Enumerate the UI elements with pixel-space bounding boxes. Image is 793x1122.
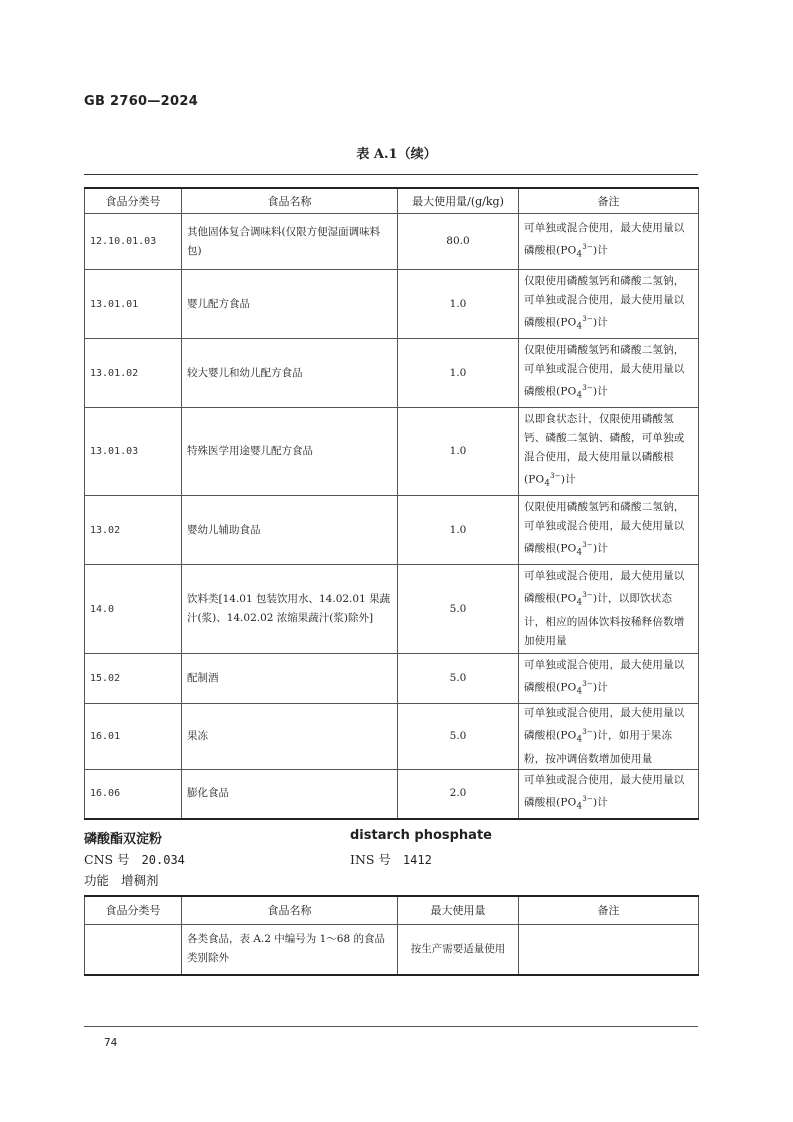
cns-label: CNS 号 [84, 852, 130, 867]
ins-value: 1412 [402, 853, 432, 867]
column-header-remarks: 备注 [519, 188, 699, 214]
footer-rule [84, 1026, 698, 1027]
max-usage: 1.0 [398, 496, 519, 565]
table-row [85, 270, 699, 339]
table-row [85, 770, 699, 819]
remarks: 仅限使用磷酸氢钙和磷酸二氢钠，可单独或混合使用，最大使用量以磷酸根$(PO_4^{3-})$计 [519, 496, 699, 565]
category-code: 13.01.03 [85, 408, 182, 496]
table-row [85, 496, 699, 565]
table-row [85, 704, 699, 770]
additive-usage-table-2 [84, 895, 699, 976]
standard-code: GB 2760—2024 [84, 94, 199, 109]
cns-value: 20.034 [141, 853, 185, 867]
food-name: 果冻 [182, 704, 398, 770]
food-name: 婴儿配方食品 [182, 270, 398, 339]
remarks: 可单独或混合使用，最大使用量以磷酸根$(PO_4^{3-})$计 [519, 654, 699, 704]
category-code: 13.02 [85, 496, 182, 565]
column-header-max-usage: 最大使用量/(g/kg) [398, 188, 519, 214]
remarks: 仅限使用磷酸氢钙和磷酸二氢钠，可单独或混合使用，最大使用量以磷酸根$(PO_4^{3-})$计 [519, 339, 699, 408]
category-code: 16.06 [85, 770, 182, 819]
category-code: 12.10.01.03 [85, 214, 182, 270]
max-usage: 按生产需要适量使用 [398, 925, 519, 975]
max-usage: 1.0 [398, 408, 519, 496]
function [84, 871, 159, 889]
table-row [85, 408, 699, 496]
food-name: 较大婴儿和幼儿配方食品 [182, 339, 398, 408]
category-code [85, 925, 182, 975]
table-header-row [85, 188, 699, 214]
table-header-row [85, 896, 699, 925]
function-value: 增稠剂 [121, 873, 159, 888]
food-name: 特殊医学用途婴儿配方食品 [182, 408, 398, 496]
column-header-remarks: 备注 [519, 896, 699, 925]
remarks: 仅限使用磷酸氢钙和磷酸二氢钠，可单独或混合使用，最大使用量以磷酸根$(PO_4^{3-})$计 [519, 270, 699, 339]
function-label: 功能 [84, 873, 110, 888]
additive-name-chinese: 磷酸酯双淀粉 [84, 832, 163, 847]
table-row [85, 214, 699, 270]
table-title: 表 A.1（续） [356, 147, 437, 162]
max-usage: 80.0 [398, 214, 519, 270]
max-usage: 5.0 [398, 654, 519, 704]
column-header-max-usage: 最大使用量 [398, 896, 519, 925]
column-header-category-code: 食品分类号 [85, 188, 182, 214]
max-usage: 5.0 [398, 565, 519, 654]
max-usage: 5.0 [398, 704, 519, 770]
table-row [85, 339, 699, 408]
table-row [85, 654, 699, 704]
column-header-food-name: 食品名称 [182, 188, 398, 214]
table-row [85, 925, 699, 975]
column-header-food-name: 食品名称 [182, 896, 398, 925]
cns-number [84, 850, 185, 868]
ins-number [350, 850, 432, 868]
food-name: 膨化食品 [182, 770, 398, 819]
category-code: 16.01 [85, 704, 182, 770]
remarks [519, 925, 699, 975]
page-number: 74 [104, 1036, 118, 1049]
food-name: 各类食品，表 A.2 中编号为 1～68 的食品类别除外 [182, 925, 398, 975]
food-name: 婴幼儿辅助食品 [182, 496, 398, 565]
max-usage: 1.0 [398, 270, 519, 339]
remarks: 可单独或混合使用，最大使用量以磷酸根$(PO_4^{3-})$计，以即饮状态计，相应的固体饮料按稀释倍数增加使用量 [519, 565, 699, 654]
remarks: 可单独或混合使用，最大使用量以磷酸根$(PO_4^{3-})$计 [519, 214, 699, 270]
max-usage: 1.0 [398, 339, 519, 408]
column-header-category-code: 食品分类号 [85, 896, 182, 925]
category-code: 13.01.01 [85, 270, 182, 339]
ins-label: INS 号 [350, 852, 391, 867]
header-rule [84, 174, 698, 175]
category-code: 13.01.02 [85, 339, 182, 408]
remarks: 以即食状态计，仅限使用磷酸氢钙、磷酸二氢钠、磷酸，可单独或混合使用，最大使用量以磷酸根$(PO_4^{3-})$计 [519, 408, 699, 496]
food-name: 饮料类[14.01 包装饮用水、14.02.01 果蔬汁(浆)、14.02.02 浓缩果蔬汁(浆)除外] [182, 565, 398, 654]
table-row [85, 565, 699, 654]
food-name: 其他固体复合调味料(仅限方便湿面调味料包) [182, 214, 398, 270]
category-code: 15.02 [85, 654, 182, 704]
max-usage: 2.0 [398, 770, 519, 819]
additive-usage-table [84, 187, 699, 820]
remarks: 可单独或混合使用，最大使用量以磷酸根$(PO_4^{3-})$计，如用于果冻粉，按冲调倍数增加使用量 [519, 704, 699, 770]
food-name: 配制酒 [182, 654, 398, 704]
remarks: 可单独或混合使用，最大使用量以磷酸根$(PO_4^{3-})$计 [519, 770, 699, 819]
category-code: 14.0 [85, 565, 182, 654]
additive-name-english: distarch phosphate [350, 828, 492, 843]
